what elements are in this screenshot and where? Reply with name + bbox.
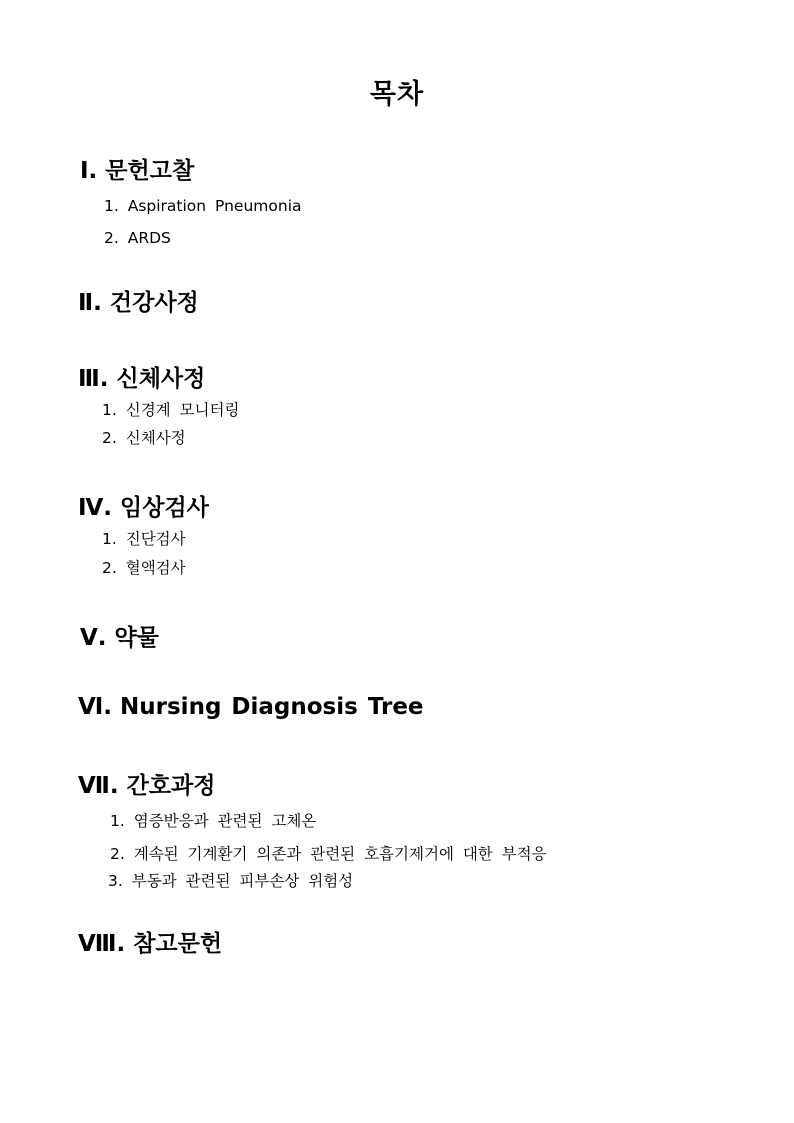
section-label: Nursing Diagnosis Tree [120, 694, 424, 720]
section-numeral: Ⅷ. [78, 931, 126, 957]
toc-item: 1. Aspiration Pneumonia [104, 197, 302, 215]
page-title: 목차 [369, 79, 425, 110]
section-label: 건강사정 [109, 290, 199, 316]
toc-item: 2. ARDS [104, 229, 171, 247]
section-numeral: Ⅱ. [78, 290, 102, 316]
section-label: 약물 [114, 625, 159, 651]
section-heading-1 [80, 152, 194, 185]
section-numeral: Ⅴ. [80, 625, 107, 651]
section-heading-5 [80, 619, 159, 652]
section-numeral: Ⅶ. [78, 773, 119, 799]
toc-item: 1. 염증반응과 관련된 고체온 [110, 812, 317, 830]
toc-item: 2. 혈액검사 [102, 559, 186, 577]
toc-item: 3. 부동과 관련된 피부손상 위험성 [108, 872, 354, 890]
section-numeral: Ⅰ. [80, 158, 98, 184]
toc-item: 2. 신체사정 [102, 429, 186, 447]
section-label: 문헌고찰 [105, 158, 195, 184]
section-heading-2 [78, 284, 199, 317]
toc-item: 1. 진단검사 [102, 530, 186, 548]
section-heading-7 [78, 767, 215, 800]
section-heading-4 [78, 489, 209, 522]
toc-item: 2. 계속된 기계환기 의존과 관련된 호흡기제거에 대한 부적응 [110, 845, 547, 863]
section-heading-6 [78, 694, 424, 720]
section-numeral: Ⅵ. [78, 694, 113, 720]
section-heading-8 [78, 925, 222, 958]
section-label: 간호과정 [126, 773, 216, 799]
section-label: 신체사정 [116, 366, 206, 392]
section-numeral: Ⅲ. [78, 366, 109, 392]
section-label: 참고문헌 [133, 931, 223, 957]
section-numeral: Ⅳ. [78, 495, 113, 521]
toc-item: 1. 신경계 모니터링 [102, 401, 240, 419]
section-heading-3 [78, 360, 205, 393]
section-label: 임상검사 [120, 495, 209, 521]
